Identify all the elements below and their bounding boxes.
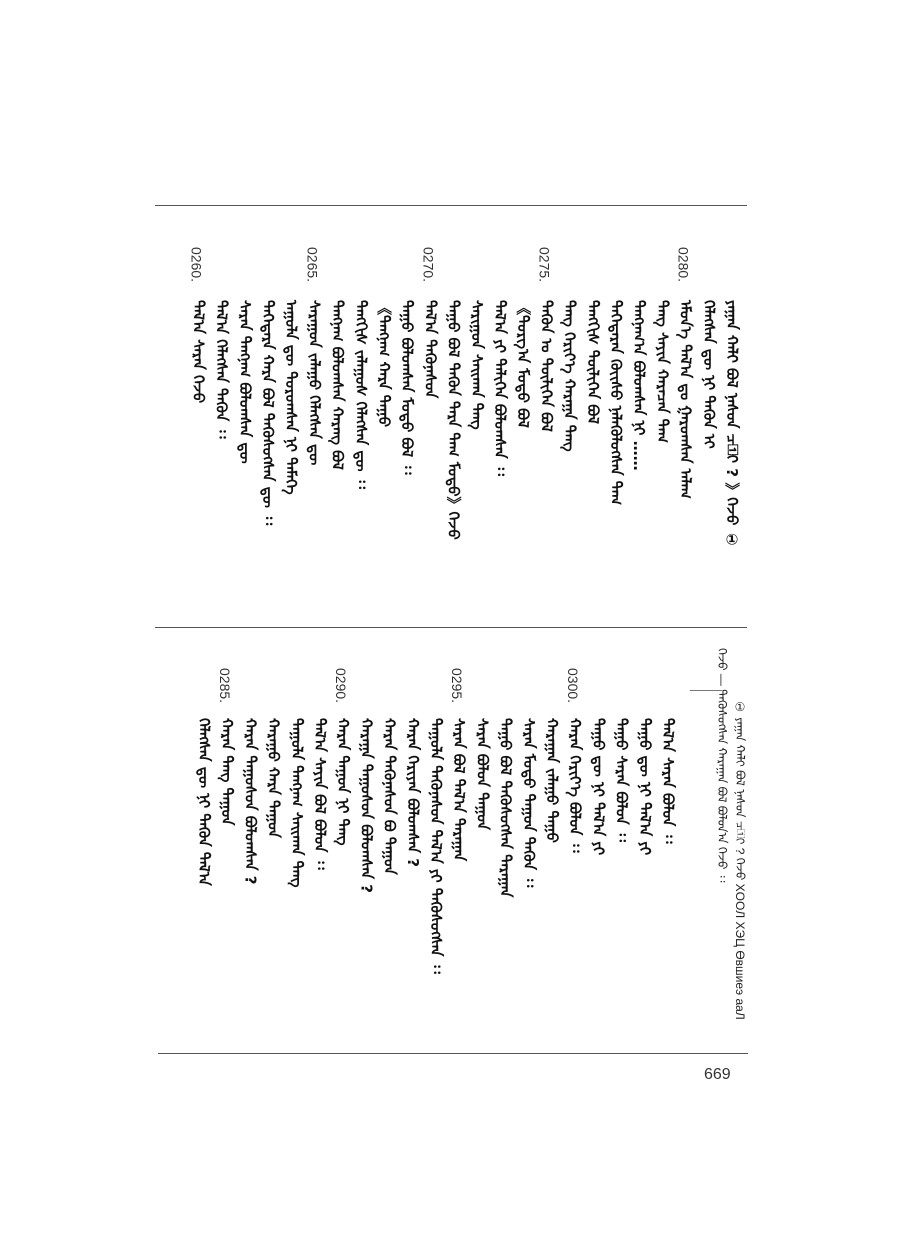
upper-verse-line: ᠰᠠᠷᠠᠨ ᠲᠠᠩᠨᠠᠭ ᠪᠣᠯᠤᠭᠰᠠᠨ ᠳᠦ — [235, 300, 254, 464]
lower-verse-line: ᠬᠡᠯᠡᠭᠰᠡᠨ ᠳᠦ ᠨᠢ ᠲᠡᠭᠦᠨ ᠲᠠᠯ᠎ᠠ — [195, 718, 213, 886]
lower-verse-line: ᠲᠠᠯ᠎ᠠ ᠰᠠᠶᠢᠨ ᠪᠣᠯ ᠪᠣᠯᠤᠨ ᠄᠄ — [311, 718, 329, 870]
lower-verse-line: ᠲᠠᠭᠤ ᠳᠦ ᠨᠢ ᠲᠠᠯ᠎ᠠ ᠶᠢ — [635, 718, 654, 856]
lower-line-number: 0285. — [217, 668, 234, 704]
lower-verse-line: ᠬᠠᠷᠠᠨ ᠲᠠᠭᠤᠰᠤᠨ ᠪᠣᠯᠤᠭᠰᠠᠨ ? — [241, 718, 260, 885]
upper-verse-line: ᠲᠠᠩ ᠬᠡᠷᠢᠶ᠎ᠡ ᠬᠠᠷᠠᠭᠠ ᠲᠠᠩ — [560, 300, 579, 452]
lower-verse-line: ᠬᠠᠷᠠᠭᠤ ᠬᠠᠷᠠ ᠲᠠᠭᠤᠨ — [264, 718, 283, 838]
lower-verse-line: ᠬᠠᠷᠠᠭᠠᠨ ᠵᠠᠯᠠᠭᠤ ᠲᠠᠭᠤ — [543, 718, 561, 843]
upper-verse-line: ᠶᠠᠭᠠᠨ ᠬᠠᠯᠢ ᠪᠣᠯ ᠨᠠᠰᠤᠨ ᠴ᠋ᠢ ? 》ᠭᠡᠵᠦ ① — [723, 300, 741, 549]
lower-verse-line: ᠲᠠᠭᠤᠯᠠ ᠲᠠᠩᠨᠠᠭ ᠰᠠᠢᠬᠠᠨ ᠲᠠᠩ — [287, 718, 306, 888]
lower-verse-line: ᠰᠠᠷᠠᠨ ᠮᠣᠳᠣ ᠲᠠᠭᠤᠨ ᠲᠡᠭᠦᠨ ᠄᠄ — [519, 718, 538, 888]
lower-verse-line: ᠲᠠᠭᠤ ᠳᠦ ᠨᠢ ᠲᠠᠯ᠎ᠠ ᠶᠢ — [589, 718, 608, 856]
lower-verse-line: ᠬᠠᠷᠠᠨ ᠲᠡᠭᠦᠨᠡᠰᠦᠨ ᠪᠣ ᠲᠠᠭᠤᠨ — [380, 718, 399, 875]
lower-verse-line: ᠬᠠᠷᠠᠨ ᠬᠡᠷᠢᠶᠡᠨ ᠪᠣᠯᠤᠭᠰᠠᠨ ? — [403, 718, 422, 867]
lower-verse-line: ᠲᠠᠭᠤ ᠰᠠᠷᠠᠨ ᠪᠣᠯᠤᠨ ᠄᠄ — [612, 718, 631, 842]
upper-verse-line: ᠲᠡᠭᠡᠳᠡᠷᠡᠨ ᠬᠦᠢᠰᠦ ᠨᠡᠯᠡᠭᠦᠯᠦᠭᠰᠡᠨ ᠲᠠᠭ — [607, 300, 625, 506]
lower-verse-line: ᠬᠠᠷᠠᠭᠠ ᠲᠠᠭᠤᠰᠤᠨ ᠪᠣᠯᠤᠭᠰᠠᠨ ? — [357, 718, 376, 893]
upper-verse-line: ᠲᠡᠭᠦᠨ ᠤ ᠲᠦᠯᠢᠭᠡᠨ ᠪᠣᠯ — [537, 300, 556, 432]
upper-line-number: 0280. — [675, 247, 692, 283]
upper-verse-line: ᠲᠠᠯ᠎ᠠ ᠰᠠᠷᠠᠨ ᠭᠡᠵᠦ — [189, 300, 208, 404]
lower-verse-line: ᠲᠠᠭᠤ ᠪᠣᠯ ᠲᠡᠭᠦᠰᠦᠭᠰᠡᠨ ᠲᠠᠷᠠᠭᠠᠨ — [496, 718, 515, 898]
page-number: 669 — [704, 1066, 731, 1083]
upper-verse-line: ᠠᠭᠤᠯᠠ ᠳᠦ ᠲᠣᠷᠣᠭᠰᠠᠨ ᠨᠢ ᠲᠡᠮᠡᠭᠡ — [282, 300, 301, 495]
middle-rule — [155, 627, 747, 628]
top-rule — [155, 205, 747, 206]
upper-verse-line: ᠲᠡᠩᠭᠢᠰ ᠵᠠᠯᠠᠭᠤᠰ ᠬᠡᠯᠡᠭᠰᠡᠨ ᠳᠦ ᠄᠄ — [351, 300, 370, 489]
lower-verse-line: ᠲᠠᠯ᠎ᠠ ᠰᠠᠷᠠᠨ ᠪᠣᠯᠤᠨ ᠄᠄ — [659, 718, 677, 844]
upper-verse-line: ᠲᠠᠩᠨᠠᠭ ᠪᠣᠯᠤᠭᠰᠠᠨ ᠬᠠᠷᠠᠩ ᠪᠣᠯ — [328, 300, 347, 470]
upper-verse-line: ᠲᠠᠭᠤ ᠪᠣᠯᠤᠭᠰᠠᠨ ᠮᠣᠳᠣ ᠪᠣᠯ ᠄᠄ — [398, 300, 417, 475]
upper-line-number: 0265. — [304, 247, 321, 283]
upper-verse-line: ᠰᠠᠷᠢᠭᠤᠨ ᠰᠠᠢᠬᠠᠨ ᠲᠠᠩ — [467, 300, 486, 430]
upper-verse-line: ᠲᠠᠯ᠎ᠠ ᠶᠢ ᠲᠡᠯᠢᠭᠡᠨ ᠪᠣᠯᠤᠭᠰᠠᠨ ᠄᠄ — [491, 300, 509, 476]
upper-verse-line: ᠲᠠᠭᠤ ᠪᠣᠯ ᠲᠡᠭᠦᠨ ᠲᠠᠷᠠ ᠲᠠᠭ ᠮᠣᠳᠣ》ᠭᠡᠵᠦ — [444, 300, 463, 540]
upper-verse-line: ᠲᠠᠯ᠎ᠠ ᠲᠡᠭᠦᠨᠡᠰᠦᠨ — [421, 300, 440, 399]
footnote-text: ① ᠶᠠᠭᠠᠨ ᠬᠠᠯᠢ ᠪᠣᠯ ᠨᠠᠰᠤᠨ ᠴ᠋ᠢ ? ᠭᠡᠵᠦ XOOЛ XЭЦ Өвшиеэ ааЛ — [733, 700, 747, 1020]
upper-verse-line: 《ᠲᠠᠩᠨᠠᠭ ᠬᠠᠷᠠ ᠲᠠᠭᠤ — [375, 300, 393, 428]
bottom-rule — [158, 1053, 748, 1054]
upper-verse-line: ᠲᠠᠯ᠎ᠠ ᠬᠡᠯᠡᠭᠰᠡᠨ ᠲᠡᠭᠦᠨ ᠄᠄ — [212, 300, 231, 439]
footnote-note: ᠭᠡᠵᠦ — ᠲᠡᠭᠦᠰᠦᠭᠰᠡᠨ ᠬᠠᠷᠠᠭᠠᠨ ᠪᠣᠯ ᠪᠣᠯᠤᠨ᠎ᠠ ᠭᠡᠵᠦ ᠄᠄ — [715, 648, 729, 883]
upper-verse-line: ᠲᠠᠩᠨᠠᠭ᠎ᠠ ᠪᠣᠯᠤᠭᠰᠠᠨ ᠨᠢ …… — [630, 300, 649, 471]
lower-verse-line: ᠰᠠᠷᠠᠨ ᠪᠣᠯ ᠲᠠᠯ᠎ᠠ ᠲᠠᠷᠠᠭᠠᠨ — [450, 718, 469, 862]
lower-line-number: 0300. — [565, 668, 582, 704]
upper-verse-line: ᠰᠠᠷᠠᠭᠤᠨ ᠵᠠᠯᠠᠭᠤ ᠬᠡᠯᠡᠭᠰᠡᠨ ᠳᠦ — [305, 300, 324, 466]
upper-line-number: 0270. — [420, 247, 437, 283]
lower-verse-line: ᠰᠠᠷᠠᠨ ᠪᠣᠯᠤᠨ ᠲᠠᠭᠤᠨ — [473, 718, 492, 831]
upper-verse-line: ᠡᠮᠦᠨ᠎ᠡ ᠲᠠᠯ᠎ᠠ ᠳᠤ ᠭᠠᠷᠤᠭᠰᠠᠨ ᠠᠯᠠᠭ — [676, 300, 695, 499]
lower-verse-line: ᠬᠠᠷᠠᠨ ᠲᠠᠭᠤᠨ ᠨᠢ ᠲᠠᠩ — [334, 718, 353, 846]
upper-verse-line: ᠬᠡᠯᠡᠭᠰᠡᠨ ᠳᠦ ᠨᠢ ᠲᠡᠭᠦᠨ ᠢ — [699, 300, 718, 449]
lower-line-number: 0295. — [449, 668, 466, 704]
lower-verse-line: ᠬᠠᠷᠠᠨ ᠬᠡᠷᠢᠶ᠎ᠡ ᠪᠣᠯᠤᠨ ᠄᠄ — [566, 718, 585, 853]
upper-line-number: 0275. — [536, 247, 553, 283]
upper-verse-line: ᠲᠠᠩ ᠰᠠᠶᠢᠨ ᠬᠠᠷᠠᠴᠠᠨ ᠲᠠᠭ — [653, 300, 672, 443]
upper-line-number: 0260. — [188, 247, 205, 283]
upper-verse-line: 《ᠲᠣᠷᠭ᠎ᠠ ᠮᠣᠳᠣ ᠪᠣᠯ — [514, 300, 533, 428]
lower-verse-line: ᠲᠠᠭᠤᠯᠠ ᠲᠡᠭᠦᠨᠡᠰᠦᠨ ᠲᠠᠯ᠎ᠠ ᠶᠢ ᠲᠡᠭᠦᠰᠦᠭᠰᠡᠨ ᠄᠄ — [427, 718, 445, 974]
upper-verse-line: ᠲᠡᠭᠡᠳᠡᠷᠡ ᠬᠠᠷᠠ ᠪᠣᠯ ᠲᠡᠭᠦᠰᠦᠭᠰᠡᠨ ᠳᠦ ᠄᠄ — [259, 300, 277, 526]
lower-line-number: 0290. — [333, 668, 350, 704]
lower-verse-line: ᠬᠠᠷᠠᠨ ᠲᠠᠩ ᠲᠠᠭᠤᠨ — [218, 718, 237, 826]
upper-verse-line: ᠲᠡᠩᠭᠢᠰ ᠲᠦᠯᠢᠭᠡᠨ ᠪᠣᠯ — [583, 300, 602, 424]
